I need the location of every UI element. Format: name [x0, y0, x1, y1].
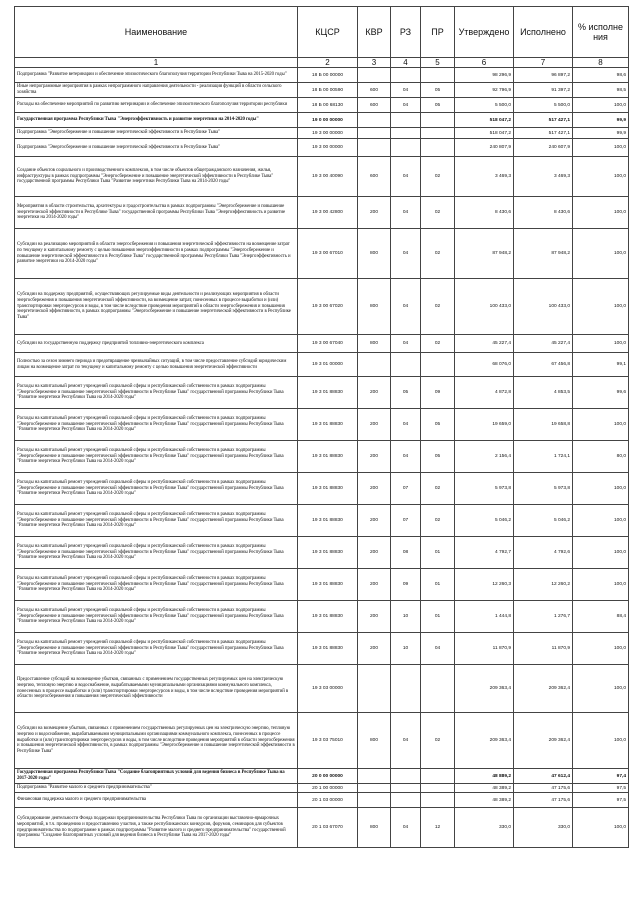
row-pr: [421, 665, 455, 713]
row-name: Субсидии на государственную поддержку предприятий топливно-энергетического комплекса: [15, 335, 298, 353]
row-kcsr: 19 3 03 00000: [298, 665, 358, 713]
row-percent: 97,5: [573, 784, 629, 793]
row-pr: 05: [421, 409, 455, 441]
row-executed: 87 948,2: [514, 229, 573, 279]
row-approved: 11 870,9: [455, 633, 514, 665]
table-row: [15, 505, 629, 537]
row-pr: 01: [421, 569, 455, 601]
row-pr: [421, 68, 455, 83]
row-name: Расходы на капитальный ремонт учреждений социальной сферы и республиканской собственности в рамках подпрограммы "Энергосбережение и повышение энергетической эффективности в Республике Тыва" государственной программы Республики Тыва "Развитие энергетики Республики Тыва на 2014-2020 годы": [15, 537, 298, 569]
row-executed: 209 362,4: [514, 665, 573, 713]
row-approved: 2 156,4: [455, 441, 514, 473]
column-number: 6: [455, 58, 514, 68]
table-row: [15, 113, 629, 128]
table-row: [15, 229, 629, 279]
row-pr: 04: [421, 633, 455, 665]
row-percent: 100,0: [573, 537, 629, 569]
row-rz: 04: [391, 441, 421, 473]
row-pr: [421, 784, 455, 793]
table-row: [15, 665, 629, 713]
row-name: Подпрограмма "Развитие малого и среднего предпринимательства": [15, 784, 298, 793]
row-pr: 02: [421, 473, 455, 505]
row-rz: [391, 68, 421, 83]
row-rz: 10: [391, 633, 421, 665]
row-executed: 1 276,7: [514, 601, 573, 633]
row-name: Создание объектов социального и производственного комплексов, в том числе объектов общегражданского назначения, жилья, инфраструктуры в рамках подпрограммы "Энергосбережение и повышение энергетической эффективности в Республике Тыва" государственной программы Республики Тыва "Развитие энергетики Республики Тыва на 2014-2020 годы": [15, 157, 298, 197]
row-executed: 96 897,2: [514, 68, 573, 83]
row-name: Государственная программа Республики Тыва "Энергоэффективность и развитие энергетики на 2014-2020 годы": [15, 113, 298, 128]
row-executed: 8 430,6: [514, 197, 573, 229]
row-kvr: 200: [358, 505, 391, 537]
row-executed: 4 792,6: [514, 537, 573, 569]
row-executed: 91 397,2: [514, 83, 573, 98]
row-executed: 47 612,4: [514, 769, 573, 784]
column-number: 5: [421, 58, 455, 68]
row-approved: 92 796,9: [455, 83, 514, 98]
row-percent: 97,5: [573, 793, 629, 808]
row-rz: 04: [391, 335, 421, 353]
row-executed: 47 175,6: [514, 784, 573, 793]
row-pr: 01: [421, 537, 455, 569]
row-kcsr: 19 3 00 67040: [298, 335, 358, 353]
row-percent: 98,5: [573, 83, 629, 98]
row-approved: 5 500,0: [455, 98, 514, 113]
header-pr: ПР: [421, 7, 455, 58]
row-kcsr: 18 Б 00 00000: [298, 68, 358, 83]
row-pr: [421, 128, 455, 139]
row-rz: 04: [391, 229, 421, 279]
row-kcsr: 19 3 00 42800: [298, 197, 358, 229]
row-percent: 100,0: [573, 279, 629, 335]
row-percent: 97,4: [573, 769, 629, 784]
row-percent: 99,9: [573, 113, 629, 128]
row-name: Расходы на капитальный ремонт учреждений социальной сферы и республиканской собственности в рамках подпрограммы "Энергосбережение и повышение энергетической эффективности в Республике Тыва" государственной программы Республики Тыва "Развитие энергетики Республики Тыва на 2014-2020 годы": [15, 505, 298, 537]
row-kcsr: 20 1 03 00000: [298, 793, 358, 808]
row-percent: 100,0: [573, 633, 629, 665]
row-kvr: [358, 139, 391, 157]
row-rz: 07: [391, 505, 421, 537]
row-kcsr: 19 3 01 88830: [298, 633, 358, 665]
row-kcsr: 19 3 01 88830: [298, 601, 358, 633]
row-rz: 04: [391, 808, 421, 848]
row-kvr: [358, 113, 391, 128]
row-pr: [421, 113, 455, 128]
row-pr: 02: [421, 713, 455, 769]
row-name: Субсидии на возмещение убытков, связанных с применением государственных регулируемых цен на электрическую энергию, тепловую энергию и водоснабжение, вырабатываемыми муниципальными организациями коммунального комплекса, понесенных в процессе выработки и (или) транспортировки энергоресурсов и воды, в том числе вследствие проведения мероприятий в области энергосбережения и повышения энергетической эффективности, в рамках подпрограммы "Энергосбережение и повышение энергетической эффективности в Республике Тыва": [15, 713, 298, 769]
row-kvr: 200: [358, 377, 391, 409]
row-executed: 209 362,4: [514, 713, 573, 769]
row-rz: [391, 113, 421, 128]
table-row: [15, 377, 629, 409]
row-pr: 02: [421, 279, 455, 335]
row-pr: [421, 793, 455, 808]
row-executed: 517 427,1: [514, 128, 573, 139]
row-rz: 04: [391, 98, 421, 113]
row-name: Подпрограмма "Развитие ветеринарии и обеспечение эпизоотического благополучия территории Республики Тыва на 2015-2020 годы": [15, 68, 298, 83]
row-kvr: 600: [358, 157, 391, 197]
header-kvr: КВР: [358, 7, 391, 58]
row-kcsr: 20 1 03 67070: [298, 808, 358, 848]
row-percent: 100,0: [573, 98, 629, 113]
row-approved: 45 227,4: [455, 335, 514, 353]
table-row: [15, 335, 629, 353]
row-kcsr: 18 Б 00 68130: [298, 98, 358, 113]
table-row: [15, 769, 629, 784]
row-percent: 100,0: [573, 157, 629, 197]
row-executed: 3 469,3: [514, 157, 573, 197]
row-name: Подпрограмма "Энергосбережение и повышение энергетической эффективности в Республике Тыва": [15, 139, 298, 157]
row-executed: 4 853,5: [514, 377, 573, 409]
row-pr: 02: [421, 229, 455, 279]
table-row: [15, 633, 629, 665]
row-kcsr: 19 3 01 88830: [298, 537, 358, 569]
row-pr: 05: [421, 98, 455, 113]
row-kvr: [358, 353, 391, 377]
header-rz: РЗ: [391, 7, 421, 58]
row-kcsr: 19 3 00 67020: [298, 279, 358, 335]
table-body: [15, 68, 629, 848]
row-name: Расходы на обеспечение мероприятий по развитию ветеринарии и обеспечение эпизоотического благополучия территории республики: [15, 98, 298, 113]
row-pr: 02: [421, 157, 455, 197]
row-executed: 5 046,2: [514, 505, 573, 537]
row-name: Расходы на капитальный ремонт учреждений социальной сферы и республиканской собственности в рамках подпрограммы "Энергосбережение и повышение энергетической эффективности в Республике Тыва" государственной программы Республики Тыва "Развитие энергетики Республики Тыва на 2014-2020 годы": [15, 601, 298, 633]
row-name: Расходы на капитальный ремонт учреждений социальной сферы и республиканской собственности в рамках подпрограммы "Энергосбережение и повышение энергетической эффективности в Республике Тыва" государственной программы Республики Тыва "Развитие энергетики Республики Тыва на 2014-2020 годы": [15, 377, 298, 409]
row-pr: 05: [421, 83, 455, 98]
table-row: [15, 441, 629, 473]
row-approved: 68 076,0: [455, 353, 514, 377]
row-percent: 99,1: [573, 353, 629, 377]
header-percent: % исполне ния: [573, 7, 629, 58]
row-name: Субсидии на реализацию мероприятий в области энергосбережения и повышения энергетической эффективности на возмещение затрат по текущему и капитальному ремонту с целью повышения энергоэффективности в рамках подпрограммы "Энергосбережение и повышение энергетической эффективности в Республике Тыва" государственной программы Республики Тыва "Энергоэффективность и развитие энергетики на 2014-2020 годы": [15, 229, 298, 279]
table-row: [15, 197, 629, 229]
row-name: Государственная программа Республики Тыва "Создание благоприятных условий для ведения бизнеса в Республике Тыва на 2017-2020 годы": [15, 769, 298, 784]
row-approved: 98 296,9: [455, 68, 514, 83]
row-executed: 19 658,8: [514, 409, 573, 441]
table-row: [15, 279, 629, 335]
row-name: Подпрограмма "Энергосбережение и повышение энергетической эффективности в Республике Тыва": [15, 128, 298, 139]
row-approved: 518 047,2: [455, 128, 514, 139]
row-approved: 3 469,3: [455, 157, 514, 197]
row-rz: [391, 784, 421, 793]
column-number-row: [15, 58, 629, 68]
row-kcsr: 19 3 03 75010: [298, 713, 358, 769]
row-pr: 05: [421, 441, 455, 473]
row-approved: 87 948,2: [455, 229, 514, 279]
column-number: 8: [573, 58, 629, 68]
row-kcsr: 19 3 01 88830: [298, 569, 358, 601]
row-rz: [391, 128, 421, 139]
row-executed: 330,0: [514, 808, 573, 848]
row-pr: 02: [421, 335, 455, 353]
row-rz: 04: [391, 279, 421, 335]
row-percent: 99,9: [573, 128, 629, 139]
row-name: Иные непрограммные мероприятия в рамках непрограммного направления деятельности - реализация функций в области сельского хозяйства: [15, 83, 298, 98]
row-name: Расходы на капитальный ремонт учреждений социальной сферы и республиканской собственности в рамках подпрограммы "Энергосбережение и повышение энергетической эффективности в Республике Тыва" государственной программы Республики Тыва "Развитие энергетики Республики Тыва на 2014-2020 годы": [15, 473, 298, 505]
column-number: 1: [15, 58, 298, 68]
row-executed: 45 227,4: [514, 335, 573, 353]
row-kvr: 200: [358, 409, 391, 441]
row-name: Финансовая поддержка малого и среднего предпринимательства: [15, 793, 298, 808]
row-approved: 48 889,2: [455, 769, 514, 784]
row-kcsr: 19 3 01 88830: [298, 377, 358, 409]
row-executed: 240 607,9: [514, 139, 573, 157]
row-kcsr: 19 3 01 00000: [298, 353, 358, 377]
row-pr: 02: [421, 505, 455, 537]
row-rz: 05: [391, 377, 421, 409]
row-rz: [391, 139, 421, 157]
row-kvr: [358, 128, 391, 139]
row-rz: [391, 353, 421, 377]
document-sheet: [14, 6, 628, 848]
row-kvr: 800: [358, 279, 391, 335]
row-percent: 100,0: [573, 665, 629, 713]
row-percent: 80,0: [573, 441, 629, 473]
table-row: [15, 128, 629, 139]
table-row: [15, 601, 629, 633]
row-kcsr: 19 3 00 00000: [298, 139, 358, 157]
row-name: Мероприятия в области строительства, архитектуры и градостроительства в рамках подпрограммы "Энергосбережение и повышение энергетической эффективности в Республике Тыва" государственной программы Республики Тыва "Энергоэффективность и развитие энергетики на 2014-2020 годы": [15, 197, 298, 229]
row-rz: 07: [391, 473, 421, 505]
table-row: [15, 473, 629, 505]
row-percent: 100,0: [573, 139, 629, 157]
row-name: Расходы на капитальный ремонт учреждений социальной сферы и республиканской собственности в рамках подпрограммы "Энергосбережение и повышение энергетической эффективности в Республике Тыва" государственной программы Республики Тыва "Развитие энергетики Республики Тыва на 2014-2020 годы": [15, 409, 298, 441]
table-row: [15, 808, 629, 848]
row-kvr: 800: [358, 335, 391, 353]
row-kvr: 800: [358, 713, 391, 769]
row-rz: 04: [391, 83, 421, 98]
row-approved: 19 659,0: [455, 409, 514, 441]
row-kvr: 800: [358, 229, 391, 279]
row-percent: 88,4: [573, 601, 629, 633]
row-rz: [391, 793, 421, 808]
row-pr: [421, 139, 455, 157]
row-percent: 100,0: [573, 335, 629, 353]
column-number: 2: [298, 58, 358, 68]
row-kcsr: 19 3 00 00000: [298, 128, 358, 139]
row-rz: 09: [391, 569, 421, 601]
row-approved: 5 046,2: [455, 505, 514, 537]
table-row: [15, 83, 629, 98]
row-rz: 04: [391, 409, 421, 441]
row-pr: [421, 769, 455, 784]
row-percent: 100,0: [573, 808, 629, 848]
row-approved: 209 363,4: [455, 713, 514, 769]
row-percent: 100,0: [573, 229, 629, 279]
row-pr: 09: [421, 377, 455, 409]
row-approved: 8 430,6: [455, 197, 514, 229]
row-percent: 100,0: [573, 569, 629, 601]
row-kvr: 200: [358, 633, 391, 665]
row-kvr: 200: [358, 197, 391, 229]
column-number: 3: [358, 58, 391, 68]
row-approved: 1 444,8: [455, 601, 514, 633]
row-kcsr: 20 1 00 00000: [298, 784, 358, 793]
row-kvr: 200: [358, 473, 391, 505]
row-percent: 100,0: [573, 473, 629, 505]
row-pr: 12: [421, 808, 455, 848]
row-approved: 240 807,9: [455, 139, 514, 157]
row-pr: 01: [421, 601, 455, 633]
row-kcsr: 19 3 00 40090: [298, 157, 358, 197]
row-rz: [391, 665, 421, 713]
table-row: [15, 569, 629, 601]
table-row: [15, 98, 629, 113]
header-row: [15, 7, 629, 58]
row-executed: 100 433,0: [514, 279, 573, 335]
row-name: Полностью за сезон зимнего периода и предотвращение чрезвычайных ситуаций, в том числе предоставление субсидий юридическим лицам на возмещение затрат по текущему и капитальному ремонту с целью повышения энергетической эффективности: [15, 353, 298, 377]
row-approved: 4 872,8: [455, 377, 514, 409]
row-kcsr: 20 0 00 00000: [298, 769, 358, 784]
row-approved: 4 792,7: [455, 537, 514, 569]
row-rz: 08: [391, 537, 421, 569]
row-executed: 12 260,2: [514, 569, 573, 601]
row-name: Расходы на капитальный ремонт учреждений социальной сферы и республиканской собственности в рамках подпрограммы "Энергосбережение и повышение энергетической эффективности в Республике Тыва" государственной программы Республики Тыва "Развитие энергетики Республики Тыва на 2014-2020 годы": [15, 441, 298, 473]
row-name: Расходы на капитальный ремонт учреждений социальной сферы и республиканской собственности в рамках подпрограммы "Энергосбережение и повышение энергетической эффективности в Республике Тыва" государственной программы Республики Тыва "Развитие энергетики Республики Тыва на 2014-2020 годы": [15, 569, 298, 601]
row-kvr: 200: [358, 601, 391, 633]
table-row: [15, 713, 629, 769]
header-executed: Исполнено: [514, 7, 573, 58]
row-kvr: 600: [358, 98, 391, 113]
row-approved: 48 389,2: [455, 793, 514, 808]
row-kvr: [358, 784, 391, 793]
row-executed: 47 175,6: [514, 793, 573, 808]
row-rz: [391, 769, 421, 784]
row-executed: 517 427,1: [514, 113, 573, 128]
table-row: [15, 353, 629, 377]
row-approved: 5 973,8: [455, 473, 514, 505]
row-executed: 5 500,0: [514, 98, 573, 113]
row-executed: 11 870,9: [514, 633, 573, 665]
row-executed: 1 724,1: [514, 441, 573, 473]
row-percent: 100,0: [573, 409, 629, 441]
row-rz: 04: [391, 157, 421, 197]
row-approved: 209 363,4: [455, 665, 514, 713]
row-kvr: [358, 793, 391, 808]
row-kcsr: 18 Б 00 00590: [298, 83, 358, 98]
header-approved: Утверждено: [455, 7, 514, 58]
column-number: 7: [514, 58, 573, 68]
table-row: [15, 537, 629, 569]
table-row: [15, 68, 629, 83]
row-pr: [421, 353, 455, 377]
header-name: Наименование: [15, 7, 298, 58]
row-executed: 5 973,8: [514, 473, 573, 505]
table-row: [15, 409, 629, 441]
header-kcsr: КЦСР: [298, 7, 358, 58]
row-kcsr: 19 3 01 88830: [298, 409, 358, 441]
row-name: Предоставление субсидий на возмещение убытков, связанных с применением государственных регулируемых цен на электрическую энергию, тепловую энергию и водоснабжение, вырабатываемыми муниципальными организациями коммунального комплекса, понесенных в процессе выработки и (или) транспортировки энергоресурсов и воды, в том числе вследствие проведения мероприятий в области энергосбережения и повышения энергетической эффективности: [15, 665, 298, 713]
row-name: Расходы на капитальный ремонт учреждений социальной сферы и республиканской собственности в рамках подпрограммы "Энергосбережение и повышение энергетической эффективности в Республике Тыва" государственной программы Республики Тыва "Развитие энергетики Республики Тыва на 2014-2020 годы": [15, 633, 298, 665]
row-kcsr: 19 3 01 88830: [298, 473, 358, 505]
row-percent: 98,6: [573, 68, 629, 83]
row-approved: 518 047,2: [455, 113, 514, 128]
row-rz: 10: [391, 601, 421, 633]
row-approved: 48 389,2: [455, 784, 514, 793]
row-approved: 330,0: [455, 808, 514, 848]
row-kvr: 600: [358, 83, 391, 98]
row-pr: 02: [421, 197, 455, 229]
row-kcsr: 19 3 01 88830: [298, 505, 358, 537]
row-name: Субсидии на поддержку предприятий, осуществляющих регулируемые виды деятельности и реализующих мероприятия в области энергосбережения и повышения энергетической эффективности, на возмещение затрат, понесенных в процессе выработки и (или) транспортировки энергоресурсов и воды, в том числе вследствие проведения мероприятий в области энергосбережения и повышения энергетической эффективности, в рамках подпрограммы "Энергосбережение и повышение энергетической эффективности в Республике Тыва": [15, 279, 298, 335]
row-kvr: 200: [358, 537, 391, 569]
row-kvr: 800: [358, 808, 391, 848]
row-percent: 99,6: [573, 377, 629, 409]
row-name: Субсидирование деятельности Фонда поддержки предпринимательства Республики Тыва по организации выставочно-ярмарочных мероприятий, в т.ч. проведению и предоставлению участия, а также республиканских конкурсов, форумов, семинаров для субъектов предпринимательства по подпрограмме в рамках подпрограммы "Развитие малого и среднего предпринимательства" государственной программы "Создание благоприятных условий для ведения бизнеса в Республике Тыва на 2017-2020 годы": [15, 808, 298, 848]
row-kcsr: 19 0 00 00000: [298, 113, 358, 128]
row-rz: 04: [391, 713, 421, 769]
row-approved: 12 260,3: [455, 569, 514, 601]
budget-table: [14, 6, 629, 848]
row-percent: 100,0: [573, 713, 629, 769]
column-number: 4: [391, 58, 421, 68]
table-row: [15, 784, 629, 793]
row-kvr: [358, 769, 391, 784]
row-kvr: 200: [358, 569, 391, 601]
row-executed: 67 456,8: [514, 353, 573, 377]
row-kvr: 200: [358, 441, 391, 473]
row-kcsr: 19 3 00 67010: [298, 229, 358, 279]
row-percent: 100,0: [573, 505, 629, 537]
row-percent: 100,0: [573, 197, 629, 229]
table-row: [15, 139, 629, 157]
row-rz: 04: [391, 197, 421, 229]
table-row: [15, 793, 629, 808]
row-kvr: [358, 68, 391, 83]
table-row: [15, 157, 629, 197]
row-kcsr: 19 3 01 88830: [298, 441, 358, 473]
row-approved: 100 433,0: [455, 279, 514, 335]
row-kvr: [358, 665, 391, 713]
